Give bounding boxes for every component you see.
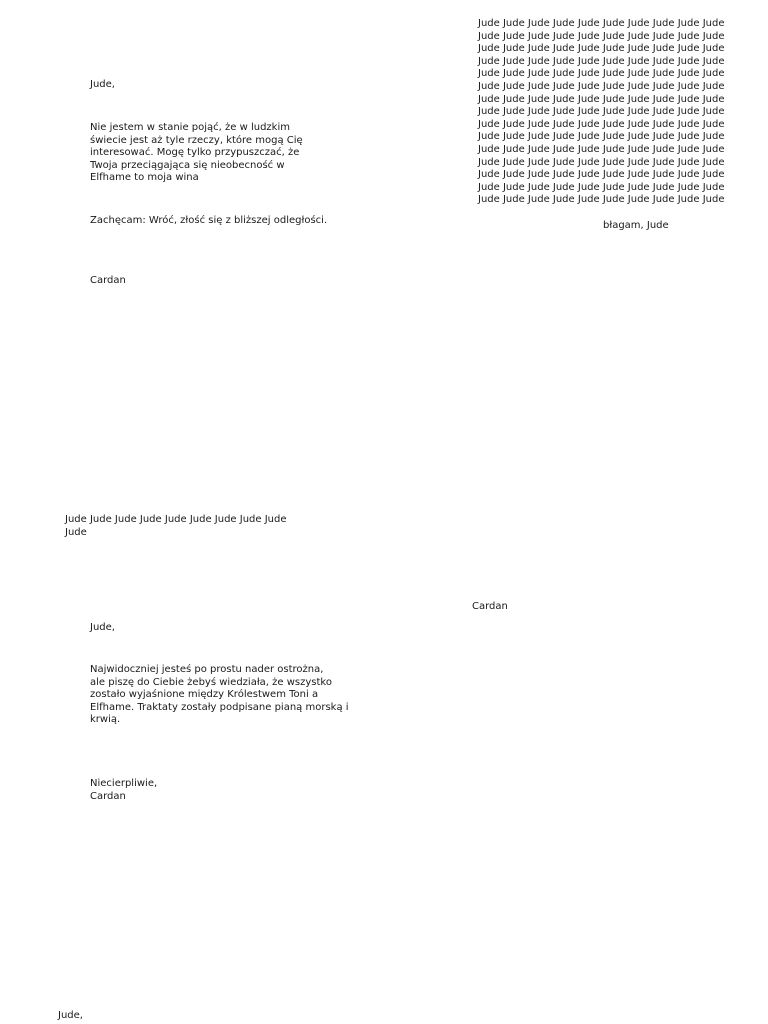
jude-row: Jude Jude Jude Jude Jude Jude Jude Jude Jude Jude (478, 118, 725, 130)
jude-row: Jude Jude Jude Jude Jude Jude Jude Jude Jude Jude (478, 156, 725, 168)
jude-row: Jude Jude Jude Jude Jude Jude Jude Jude Jude Jude (478, 93, 725, 105)
jude-row: Jude Jude Jude Jude Jude Jude Jude Jude Jude Jude (478, 80, 725, 92)
jude-row: Jude Jude Jude Jude Jude Jude Jude Jude Jude Jude (478, 169, 725, 181)
jude-row: Jude Jude Jude Jude Jude Jude Jude Jude Jude Jude (478, 30, 725, 42)
letter2-salutation: Jude, (90, 622, 115, 633)
jude-row: Jude Jude Jude Jude Jude Jude Jude Jude Jude Jude (478, 181, 725, 193)
jude-repeated-row: Jude Jude Jude Jude Jude Jude Jude Jude Jude Jude (65, 514, 287, 538)
letter1-salutation: Jude, (90, 79, 115, 90)
reply1-text: błagam, Jude (603, 220, 669, 231)
letter2-signature: Cardan (90, 791, 126, 802)
letter2-paragraph-1: Najwidoczniej jesteś po prostu nader ostrożna, ale piszę do Ciebie żebyś wiedziała, że wszystko zostało wyjaśnione między Królestwem Toni a Elfhame. Traktaty zostały podpisane pianą morską i krwią. (90, 664, 349, 725)
jude-repeated-column (478, 18, 738, 207)
reply2-signature: Cardan (472, 601, 508, 612)
letter1-paragraph-2: Zachęcam: Wróć, złość się z bliższej odległości. (90, 215, 328, 226)
jude-row: Jude Jude Jude Jude Jude Jude Jude Jude Jude Jude (478, 18, 725, 29)
jude-row: Jude Jude Jude Jude Jude Jude Jude Jude Jude Jude (478, 43, 725, 55)
letter3-salutation: Jude, (58, 1010, 83, 1021)
letter2-closing: Niecierpliwie, (90, 778, 158, 789)
jude-row: Jude Jude Jude Jude Jude Jude Jude Jude Jude Jude (478, 106, 725, 118)
letter1-paragraph-1: Nie jestem w stanie pojąć, że w ludzkim świecie jest aż tyle rzeczy, które mogą Cię interesować. Mogę tylko przypuszczać, że Twoja przeciągająca się nieobecność w Elfhame to moja wina (90, 122, 303, 183)
jude-row: Jude Jude Jude Jude Jude Jude Jude Jude Jude Jude (478, 143, 725, 155)
jude-row: Jude Jude Jude Jude Jude Jude Jude Jude Jude Jude (478, 68, 725, 80)
jude-row: Jude Jude Jude Jude Jude Jude Jude Jude Jude Jude (478, 55, 725, 67)
jude-row: Jude Jude Jude Jude Jude Jude Jude Jude Jude Jude (478, 131, 725, 143)
letter1-signature: Cardan (90, 275, 126, 286)
jude-row: Jude Jude Jude Jude Jude Jude Jude Jude Jude Jude (478, 194, 725, 206)
